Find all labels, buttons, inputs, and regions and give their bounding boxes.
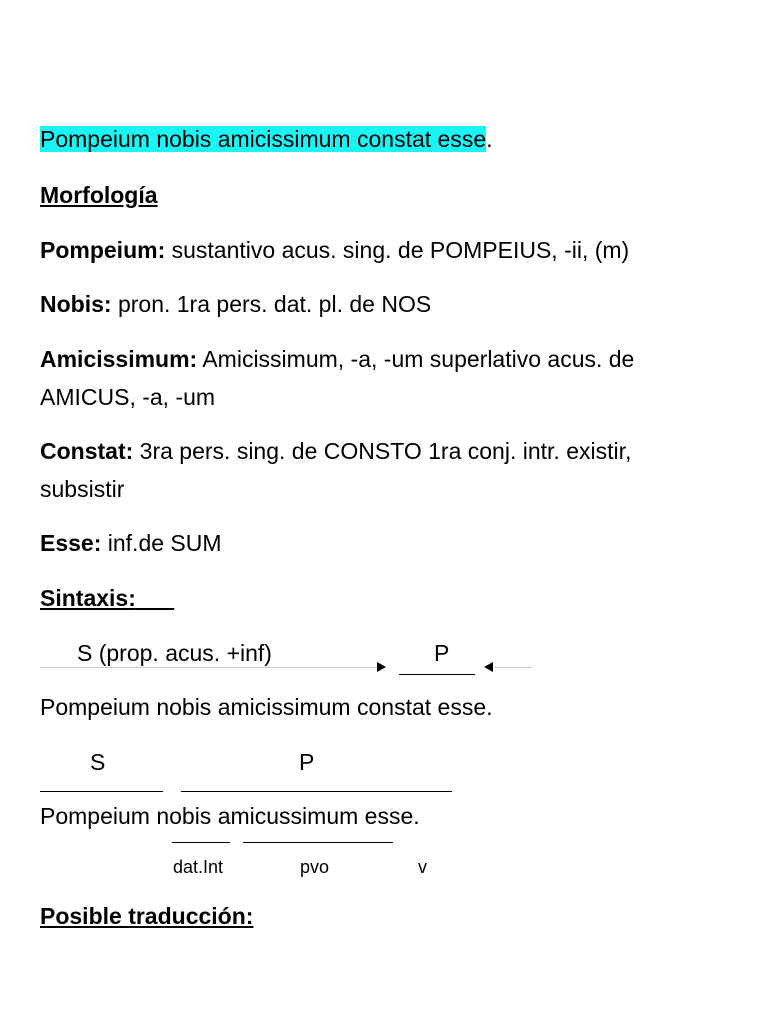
amicussimum-underline <box>243 842 393 843</box>
term: Amicissimum: <box>40 346 198 372</box>
morph-entry-esse <box>40 529 222 557</box>
predicate-label-2: P <box>299 749 315 775</box>
syntax-heading-text: Sintaxis: <box>40 585 136 611</box>
note-dat-int: dat.Int <box>173 857 224 877</box>
arrow-right-icon <box>377 662 386 672</box>
morphology-heading: Morfología <box>40 182 158 208</box>
definition: 3ra pers. sing. de CONSTO 1ra conj. intr. existir, subsistir <box>40 438 632 502</box>
predicate-arrow-line <box>494 667 532 668</box>
syntax-heading <box>40 584 174 612</box>
subject-underline-2 <box>40 791 163 792</box>
morph-entry-constat <box>40 432 720 508</box>
nobis-underline <box>172 842 230 843</box>
latin-sentence <box>40 125 493 153</box>
term: Constat: <box>40 438 134 464</box>
note-v: v <box>418 857 427 877</box>
diagram2-sentence: Pompeium nobis amicussimum esse. <box>40 803 420 829</box>
predicate-label-1: P <box>434 640 450 666</box>
definition: sustantivo acus. sing. de POMPEIUS, -ii, (m) <box>165 237 630 263</box>
sentence-period: . <box>486 126 493 152</box>
translation-heading: Posible traducción: <box>40 903 254 929</box>
definition: inf.de SUM <box>101 530 222 556</box>
highlighted-sentence: Pompeium nobis amicissimum constat esse <box>40 126 487 152</box>
arrow-left-icon <box>484 662 493 672</box>
morph-entry-nobis <box>40 290 431 318</box>
morph-entry-pompeium <box>40 236 629 264</box>
subject-arrow-line <box>40 667 378 668</box>
definition: Amicissimum, -a, -um superlativo acus. de AMICUS, -a, -um <box>40 346 635 410</box>
subject-label-2: S <box>90 749 106 775</box>
morph-entry-amicissimum <box>40 340 720 416</box>
diagram1-sentence: Pompeium nobis amicissimum constat esse. <box>40 694 493 720</box>
predicate-underline-2 <box>181 791 452 792</box>
predicate-underline-1 <box>399 674 475 675</box>
definition: pron. 1ra pers. dat. pl. de NOS <box>111 291 432 317</box>
term: Pompeium: <box>40 237 166 263</box>
subject-label-1: S (prop. acus. +inf) <box>77 640 272 666</box>
note-pvo: pvo <box>300 857 330 877</box>
term: Nobis: <box>40 291 112 317</box>
term: Esse: <box>40 530 102 556</box>
